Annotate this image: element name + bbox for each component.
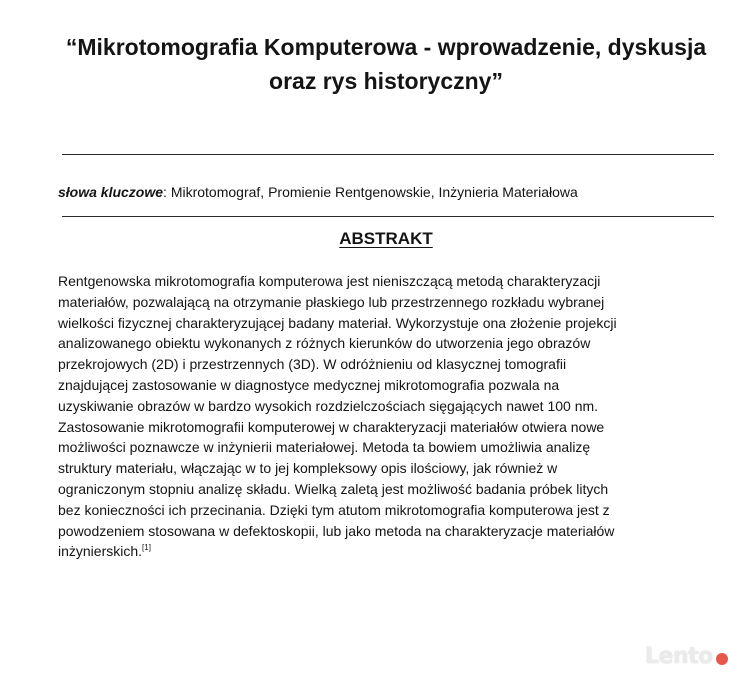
- watermark-text: Lento: [645, 644, 713, 669]
- abstract-line-text: inżynierskich.: [58, 543, 143, 560]
- abstract-line: przekrojowych (2D) i przestrzennych (3D). W odróżnieniu od klasycznej tomografii: [58, 356, 567, 373]
- keywords-value: : Mikrotomograf, Promienie Rentgenowskie, Inżynieria Materiałowa: [163, 184, 578, 200]
- keywords-label: słowa kluczowe: [58, 184, 164, 200]
- abstract-line: znajdującej zastosowanie w diagnostyce medycznej mikrotomografia pozwala na: [58, 376, 560, 393]
- abstract-line: powodzeniem stosowana w defektoskopii, lub jako metoda na charakteryzacje materiałów: [58, 522, 615, 539]
- abstract-line: Zastosowanie mikrotomografii komputerowej w charakteryzacji materiałów otwiera nowe: [58, 418, 605, 435]
- abstract-line: struktury materiału, włączając w to jej kompleksowy opis ilościowy, jak również w: [58, 460, 558, 477]
- abstract-heading: ABSTRAKT: [339, 229, 433, 248]
- keywords-line: [58, 184, 578, 200]
- citation-marker: [1]: [142, 543, 151, 553]
- abstract-line: wielkości fizycznej charakteryzującej badany materiał. Wykorzystuje ona złożenie projekcji: [58, 314, 617, 331]
- lento-watermark: [645, 644, 728, 669]
- abstract-line: Rentgenowska mikrotomografia komputerowa jest nieniszczącą metodą charakteryzacji: [58, 273, 601, 289]
- document-title: “Mikrotomografia Komputerowa - wprowadzenie, dyskusja oraz rys historyczny”: [65, 34, 707, 94]
- abstract-line: materiałów, pozwalającą na otrzymanie płaskiego lub przestrzennego rozkładu wybranej: [58, 293, 605, 310]
- top-divider: [62, 154, 714, 155]
- abstract-line: możliwości poznawcze w inżynierii materiałowej. Metoda ta bowiem umożliwia analizę: [58, 439, 591, 456]
- keywords-divider: [62, 216, 714, 217]
- abstract-body: [58, 271, 738, 562]
- abstract-line: bez konieczności ich przecinania. Dzięki tym atutom mikrotomografia komputerowa jest z: [58, 501, 610, 518]
- watermark-logo-icon: [716, 653, 728, 665]
- abstract-last-line: [58, 541, 738, 562]
- abstract-line: uzyskiwanie obrazów w bardzo wysokich rozdzielczościach sięgających nawet 100 nm.: [58, 397, 599, 414]
- abstract-line: analizowanego obiektu wykonanych z różnych kierunków do utworzenia jego obrazów: [58, 335, 591, 352]
- abstract-line: ograniczonym stopniu analizę składu. Wielką zaletą jest możliwość badania próbek litych: [58, 480, 609, 497]
